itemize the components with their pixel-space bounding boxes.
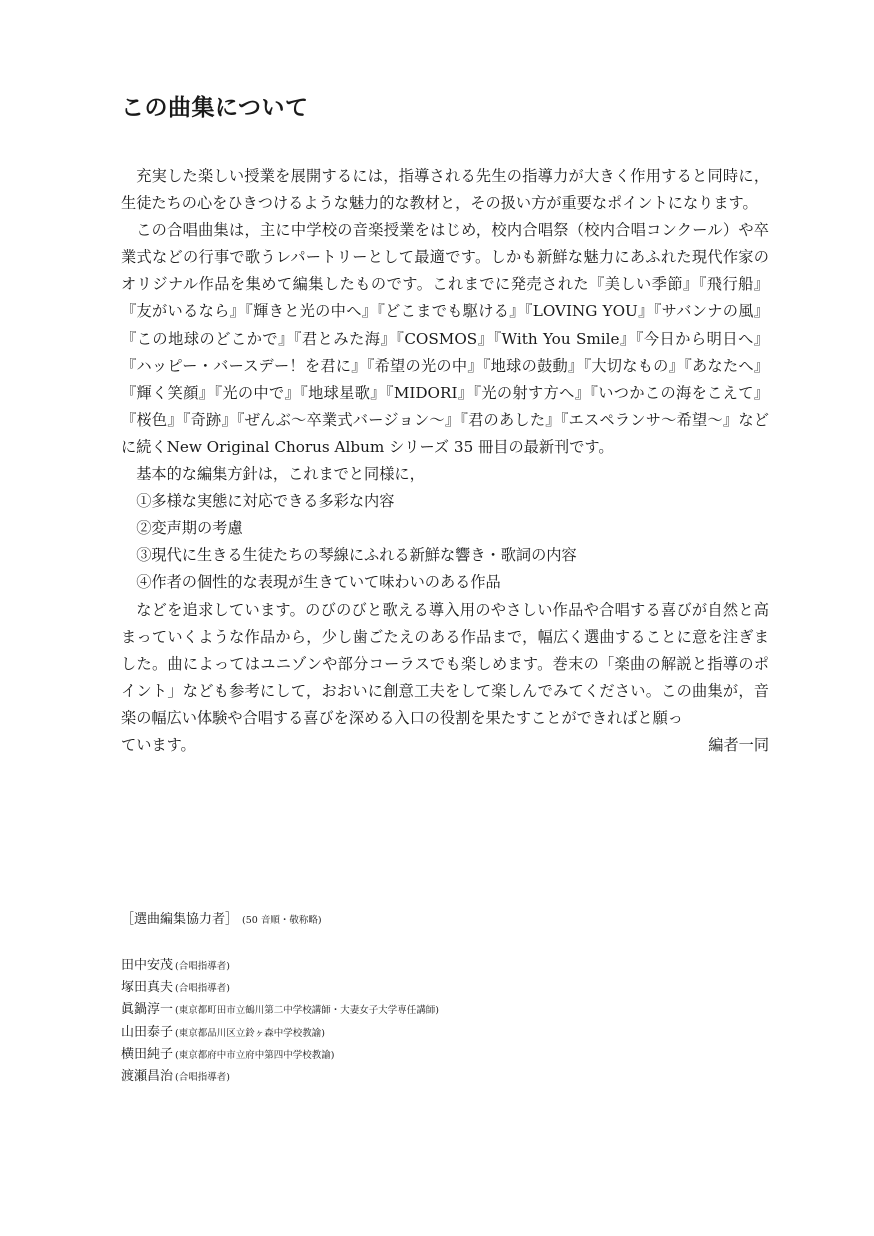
credit-row xyxy=(121,999,761,1021)
credit-role: (東京都府中市立府中第四中学校教諭) xyxy=(175,1049,335,1061)
credit-role: (合唱指導者) xyxy=(175,1072,230,1084)
credit-role: (合唱指導者) xyxy=(175,983,230,995)
credits-heading-line xyxy=(121,910,761,931)
credits-heading: ［選曲編集協力者］ xyxy=(121,912,239,927)
credit-role: (東京都町田市立鶴川第二中学校講師・大妻女子大学専任講師) xyxy=(175,1005,439,1017)
policy-item-4: ④作者の個性的な表現が生きていて味わいのある作品 xyxy=(136,573,501,592)
intro-text xyxy=(121,163,769,759)
credit-role: (合唱指導者) xyxy=(175,961,230,972)
intro-paragraph-4: などを追求しています。のびのびと歌える導入用のやさしい作品や合唱する喜びが自然と高まっていくような作品から，少し歯ごたえのある作品まで，幅広く選曲することに意を注ぎました。曲によってはユニゾンや部分コーラスでも楽しめます。巻末の「楽曲の解説と指導のポイント」なども参考にして，おおいに創意工夫をして楽しんでみてください。この曲集が，音楽の幅広い体験や合唱する喜びを深める入口の役割を果たすことができればと願っ xyxy=(121,600,769,727)
credit-row xyxy=(121,955,761,977)
intro-paragraph-4-end: ています。 xyxy=(121,735,196,754)
signature: 編者一同 xyxy=(708,735,769,754)
page-title: この曲集について xyxy=(121,94,309,121)
credit-name: 渡瀬昌治 xyxy=(121,1069,174,1085)
credit-list xyxy=(121,955,761,1088)
intro-paragraph-2: この合唱曲集は，主に中学校の音楽授業をはじめ，校内合唱祭（校内合唱コンクール）や卒業式などの行事で歌うレパートリーとして最適です。しかも新鮮な魅力にあふれた現代作家のオリジナル作品を集めて編集したものです。これまでに発売された『美しい季節』『飛行船』『友がいるなら』『輝きと光の中へ』『どこまでも駆ける』『LOVING YOU』『サバンナの風』『この地球のどこかで』『君とみた海』『COSMOS』『With You Smile』『今日から明日へ』『ハッピー・バースデー！を君に』『希望の光の中』『地球の鼓動』『大切なもの』『あなたへ』『輝く笑顔』『光の中で』『地球星歌』『MIDORI』『光の射す方へ』『いつかこの海をこえて』『桜色』『奇跡』『ぜんぶ〜卒業式バージョン〜』『君のあした』『エスペランサ〜希望〜』などに続くNew Original Chorus Album シリーズ 35 冊目の最新刊です。 xyxy=(121,221,769,456)
policy-item-3: ③現代に生きる生徒たちの琴線にふれる新鮮な響き・歌詞の内容 xyxy=(136,546,577,565)
credit-name: 眞鍋淳一 xyxy=(121,1002,174,1018)
policy-item-1: ①多様な実態に対応できる多彩な内容 xyxy=(136,492,395,511)
credit-name: 山田泰子 xyxy=(121,1024,174,1040)
credit-row xyxy=(121,1022,761,1044)
policy-item-2: ②変声期の考慮 xyxy=(136,519,243,538)
credits-section xyxy=(121,910,761,1088)
credit-name: 田中安茂 xyxy=(121,958,174,973)
credit-name: 横田純子 xyxy=(121,1046,174,1062)
credit-row xyxy=(121,977,761,999)
credit-role: (東京都品川区立鈴ヶ森中学校教諭) xyxy=(175,1027,325,1039)
intro-paragraph-1: 充実した楽しい授業を展開するには，指導される先生の指導力が大きく作用すると同時に，生徒たちの心をひきつけるような魅力的な教材と，その扱い方が重要なポイントになります。 xyxy=(121,167,769,213)
credit-row xyxy=(121,1044,761,1066)
policy-list xyxy=(121,488,769,596)
intro-paragraph-3: 基本的な編集方針は，これまでと同様に， xyxy=(136,465,425,484)
credit-row xyxy=(121,1066,761,1088)
credits-note: (50 音順・敬称略) xyxy=(242,915,322,926)
credit-name: 塚田真夫 xyxy=(121,980,174,996)
closing-line xyxy=(121,732,769,759)
